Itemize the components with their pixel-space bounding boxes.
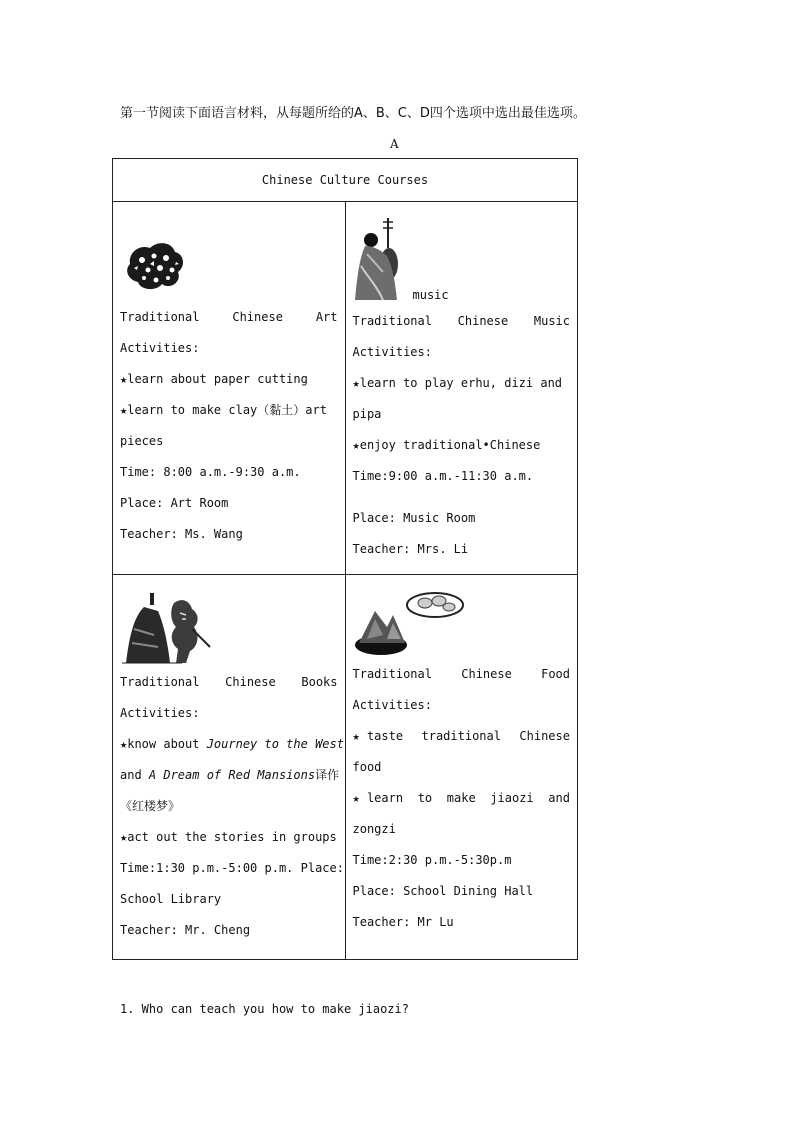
pipa-player-icon — [353, 216, 409, 302]
food-activity-2-word-4: jiaozi — [490, 791, 534, 805]
art-place: Place: Art Room — [120, 496, 229, 510]
music-activity-2: ★enjoy traditional•Chinese — [352, 438, 541, 452]
art-heading-word-1: Traditional — [120, 310, 200, 324]
music-heading — [353, 306, 571, 337]
music-caption: music — [412, 288, 449, 302]
music-place: Place: Music Room — [352, 511, 476, 525]
books-activity-1 — [120, 729, 344, 760]
art-activity-1: ★learn about paper cutting — [120, 372, 308, 386]
books-course-cell — [113, 575, 346, 960]
music-heading-word-1: Traditional — [352, 314, 432, 328]
book-title-red-mansions: A Dream of Red Mansions — [148, 768, 316, 782]
paper-cutting-icon — [120, 234, 190, 296]
art-activities-label: Activities: — [120, 341, 200, 355]
food-course-cell — [345, 575, 578, 960]
book-title-journey: Journey to the West — [206, 737, 344, 751]
food-teacher: Teacher: Mr Lu — [352, 915, 454, 929]
food-activity-2-cont: zongzi — [352, 822, 396, 836]
books-activity-2 — [120, 760, 338, 791]
books-heading-word-3: Books — [301, 675, 338, 689]
music-activity-1: ★learn to play erhu, dizi and — [352, 376, 563, 390]
instruction-text: 第一节阅读下面语言材料，从每题所给的A、B、C、D四个选项中选出最佳选项。 — [120, 106, 586, 121]
food-place: Place: School Dining Hall — [352, 884, 534, 898]
music-course-cell — [345, 202, 578, 575]
books-activity-2-chinese-title: 《红楼梦》 — [120, 799, 181, 813]
food-activity-2-word-2: to — [417, 791, 433, 805]
books-place: School Library — [120, 892, 222, 906]
books-time-place: Time:1:30 p.m.-5:00 p.m. Place: — [120, 861, 344, 875]
music-heading-word-3: Music — [533, 314, 570, 328]
art-heading-word-2: Chinese — [232, 310, 283, 324]
question-1: 1. Who can teach you how to make jiaozi? — [120, 1002, 409, 1016]
art-activity-2-cont: pieces — [120, 434, 164, 448]
art-teacher: Teacher: Ms. Wang — [120, 527, 243, 541]
books-activity-2-and: and — [120, 768, 149, 782]
art-course-cell — [113, 202, 346, 575]
books-heading — [120, 667, 338, 698]
food-time: Time:2:30 p.m.-5:30p.m — [352, 853, 512, 867]
food-activities-label: Activities: — [352, 698, 432, 712]
food-activity-1-word-3: Chinese — [519, 729, 570, 743]
art-heading — [120, 302, 338, 333]
food-heading — [353, 659, 571, 690]
food-heading-word-1: Traditional — [352, 667, 432, 681]
zongzi-jiaozi-icon — [353, 589, 465, 657]
food-activity-2-word-5: and — [548, 791, 570, 805]
art-time: Time: 8:00 a.m.-9:30 a.m. — [120, 465, 301, 479]
food-activity-1-cont: food — [352, 760, 382, 774]
music-time: Time:9:00 a.m.-11:30 a.m. — [352, 469, 534, 483]
food-activity-2-word-1: ★ learn — [352, 791, 404, 805]
art-activity-2: ★learn to make clay（黏土）art — [120, 403, 327, 417]
books-activity-1-prefix: ★know about — [120, 737, 207, 751]
food-heading-word-2: Chinese — [461, 667, 512, 681]
food-activity-1 — [353, 721, 571, 752]
monkey-king-icon — [120, 589, 212, 665]
music-teacher: Teacher: Mrs. Li — [352, 542, 469, 556]
art-heading-word-3: Art — [315, 310, 338, 324]
books-activity-2-suffix: 译作 — [315, 768, 340, 782]
courses-table — [112, 158, 578, 960]
music-heading-word-2: Chinese — [457, 314, 509, 328]
books-activity-3: ★act out the stories in groups — [120, 830, 337, 844]
food-activity-1-word-2: traditional — [421, 729, 501, 743]
music-activities-label: Activities: — [352, 345, 432, 359]
food-activity-2 — [353, 783, 571, 814]
books-heading-word-2: Chinese — [225, 675, 276, 689]
section-letter: A — [390, 137, 399, 151]
food-activity-2-word-3: make — [446, 791, 476, 805]
music-activity-1-cont: pipa — [352, 407, 382, 421]
food-heading-word-3: Food — [541, 667, 570, 681]
food-activity-1-word-1: ★ taste — [352, 729, 404, 743]
table-title: Chinese Culture Courses — [113, 159, 578, 202]
books-heading-word-1: Traditional — [120, 675, 200, 689]
books-teacher: Teacher: Mr. Cheng — [120, 923, 251, 937]
books-activities-label: Activities: — [120, 706, 200, 720]
